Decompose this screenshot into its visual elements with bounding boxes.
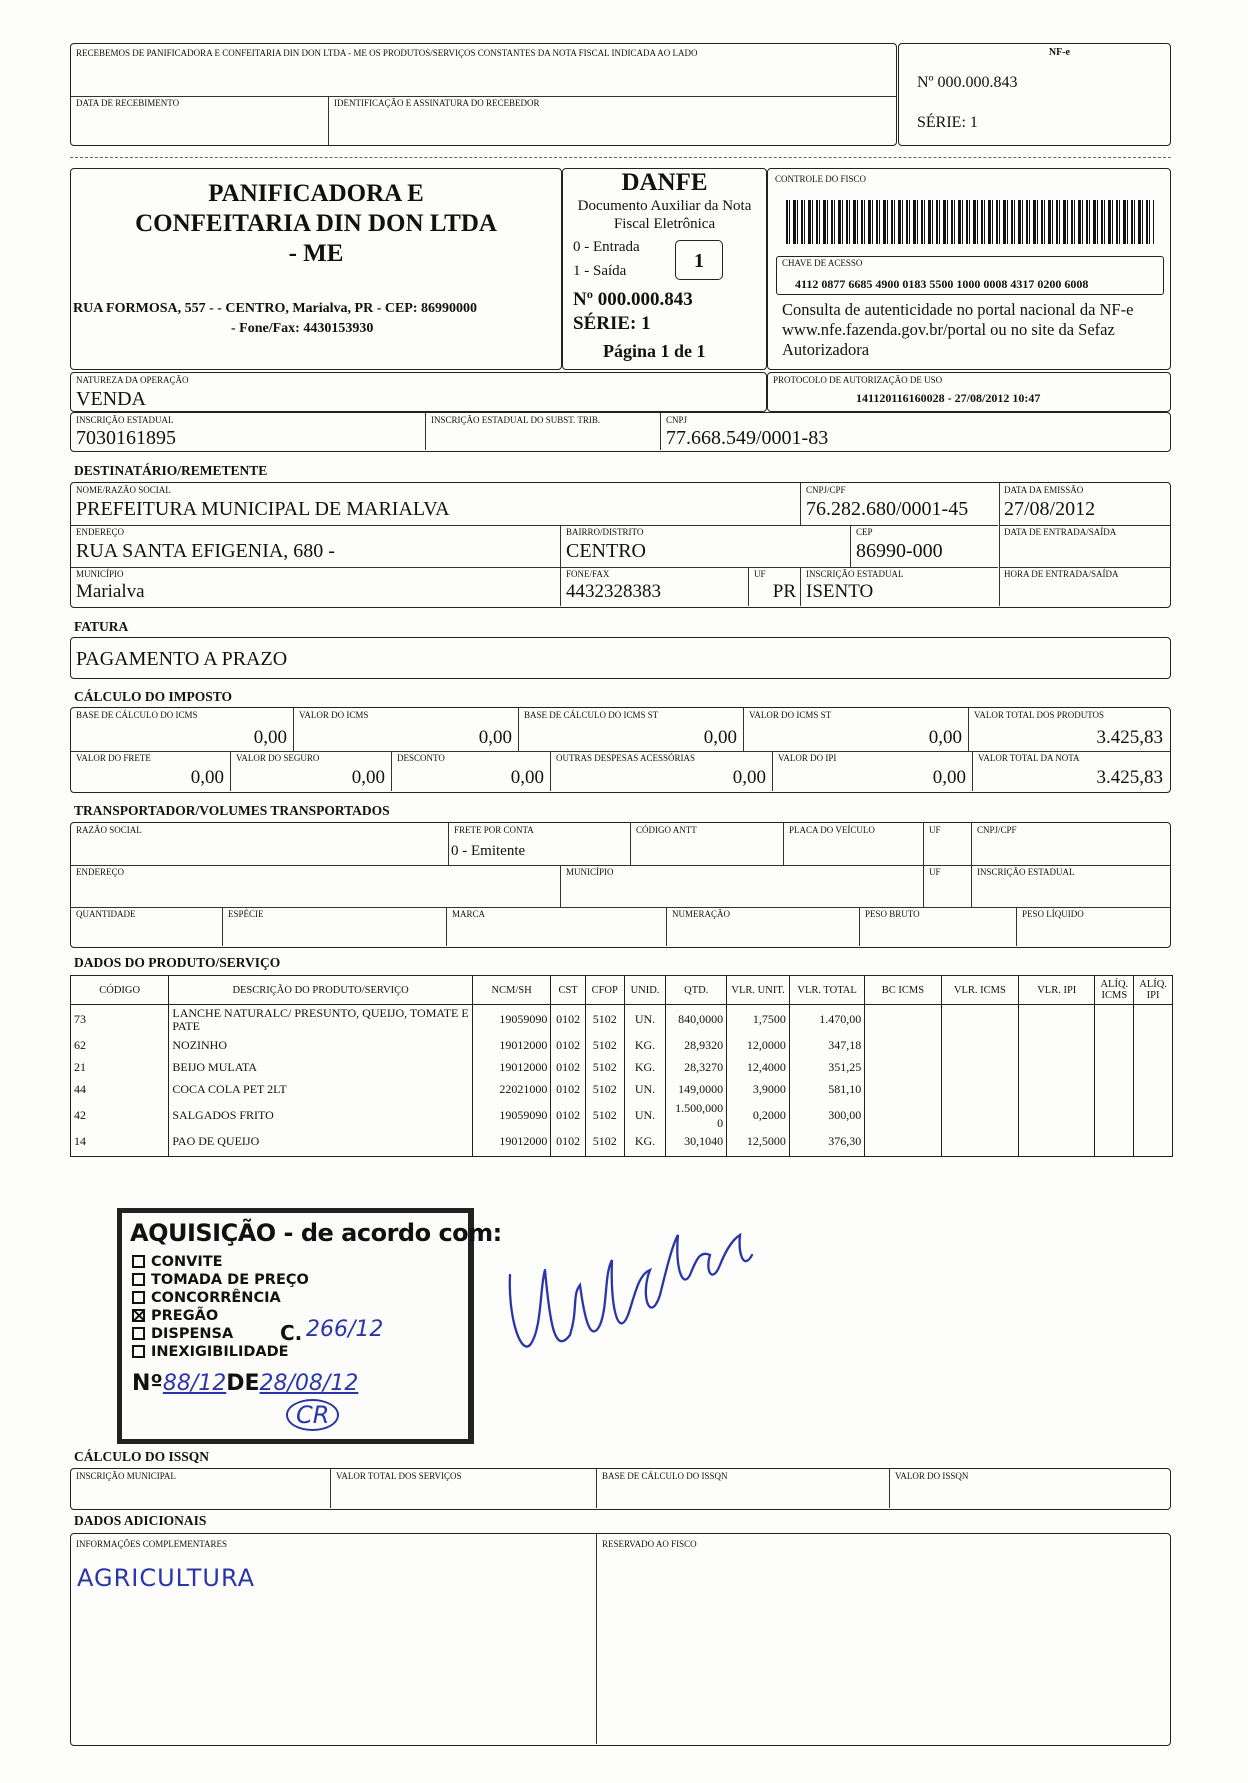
destinatario-municipio: Marialva [76, 581, 145, 602]
danfe-serie: SÉRIE: 1 [573, 313, 651, 334]
hora-entrada-saida-field[interactable]: HORA DE ENTRADA/SAÍDA [1004, 569, 1119, 579]
table-cell [941, 1057, 1018, 1079]
table-cell: SALGADOS FRITO [169, 1101, 472, 1131]
imposto-row1-cell [744, 708, 969, 751]
table-cell: 19059090 [472, 1005, 550, 1035]
table-cell: 12,4000 [727, 1057, 790, 1079]
table-cell: 0102 [551, 1079, 586, 1101]
imposto-row2-label: OUTRAS DESPESAS ACESSÓRIAS [556, 753, 696, 763]
destinatario-ie: ISENTO [806, 581, 874, 602]
transportador-section: TRANSPORTADOR/VOLUMES TRANSPORTADOS [74, 803, 390, 818]
imposto-section: CÁLCULO DO IMPOSTO [74, 689, 233, 704]
table-cell: 19012000 [472, 1057, 550, 1079]
inscricoes-box: INSCRIÇÃO ESTADUAL 7030161895 INSCRIÇÃO ESTADUAL DO SUBST. TRIB. CNPJ 77.668.549/0001-83 [70, 412, 1171, 452]
table-cell: 42 [71, 1101, 169, 1131]
imposto-row2-cell [392, 751, 551, 791]
option-dispensa: DISPENSA [132, 1325, 309, 1343]
table-cell: 19012000 [472, 1035, 550, 1057]
table-cell: 3,9000 [727, 1079, 790, 1101]
table-cell: UN. [624, 1005, 666, 1035]
imposto-row1-label: BASE DE CÁLCULO DO ICMS [76, 710, 198, 720]
table-cell [1019, 1131, 1095, 1153]
table-cell: UN. [624, 1101, 666, 1131]
table-cell: PAO DE QUEIJO [169, 1131, 472, 1153]
stub-nfe-label: NF-e [1048, 47, 1070, 58]
table-cell [865, 1131, 941, 1153]
danfe-entrada: 0 - Entrada [573, 239, 640, 255]
natureza-value: VENDA [76, 388, 146, 410]
checkbox-convite [132, 1255, 145, 1268]
table-cell [1095, 1079, 1134, 1101]
danfe-subtitle: Documento Auxiliar da Nota Fiscal Eletrônica [577, 198, 752, 232]
emitente-name: PANIFICADORA E CONFEITARIA DIN DON LTDA - ME [135, 180, 497, 267]
table-cell: 149,0000 [666, 1079, 727, 1101]
table-cell: 0,2000 [727, 1101, 790, 1131]
imposto-row2-cell [773, 751, 973, 791]
table-cell: 12,0000 [727, 1035, 790, 1057]
destinatario-endereco: RUA SANTA EFIGENIA, 680 - [76, 540, 335, 562]
table-cell: LANCHE NATURALC/ PRESUNTO, QUEIJO, TOMATE E PATE [169, 1005, 472, 1035]
protocolo-box: PROTOCOLO DE AUTORIZAÇÃO DE USO 141120116160028 - 27/08/2012 10:47 [767, 372, 1171, 412]
table-cell: KG. [624, 1057, 666, 1079]
table-cell [1019, 1057, 1095, 1079]
column-header: ALÍQ. ICMS [1095, 976, 1134, 1005]
adicionais-section: DADOS ADICIONAIS [74, 1513, 207, 1528]
table-cell: 22021000 [472, 1079, 550, 1101]
option-inexigibilidade: INEXIGIBILIDADE [132, 1343, 309, 1361]
table-row [71, 1131, 1173, 1153]
checkbox-tomada [132, 1273, 145, 1286]
table-cell: 0102 [551, 1131, 586, 1153]
stamp-c-value: 266/12 [306, 1317, 384, 1342]
table-cell [1095, 1035, 1134, 1057]
table-cell: 21 [71, 1057, 169, 1079]
transportador-box: RAZÃO SOCIAL FRETE POR CONTA 0 - Emitente CÓDIGO ANTT PLACA DO VEÍCULO UF CNPJ/CPF ENDEREÇO MUNICÍPIO UF INSCRIÇÃO ESTADUAL QUANTIDADE ESPÉCIE MARCA NUMERAÇÃO PESO BRUTO PESO LÍQUIDO [70, 822, 1171, 948]
table-cell [865, 1057, 941, 1079]
table-row [71, 1035, 1173, 1057]
table-row [71, 1005, 1173, 1035]
table-cell [1134, 1057, 1173, 1079]
adicionais-box: INFORMAÇÕES COMPLEMENTARES AGRICULTURA RESERVADO AO FISCO [70, 1533, 1171, 1746]
table-cell [941, 1101, 1018, 1131]
imposto-row1-label: VALOR DO ICMS ST [749, 710, 832, 720]
column-header: BC ICMS [865, 976, 941, 1005]
imposto-row2-label: VALOR DO IPI [778, 753, 837, 763]
table-cell: 581,10 [789, 1079, 864, 1101]
table-cell: UN. [624, 1079, 666, 1101]
emitente-box [70, 168, 562, 370]
stub-numero: Nº 000.000.843 [917, 74, 1018, 91]
cnpj-emitente: 77.668.549/0001-83 [666, 427, 829, 449]
fatura-texto: PAGAMENTO A PRAZO [76, 648, 288, 670]
table-cell: 0102 [551, 1057, 586, 1079]
receipt-stub-text: RECEBEMOS DE PANIFICADORA E CONFEITARIA DIN DON LTDA - ME OS PRODUTOS/SERVIÇOS CONSTANTES DA NOTA FISCAL INDICADA AO LADO [76, 48, 698, 58]
chave-acesso-box: CHAVE DE ACESSO 4112 0877 6685 4900 0183 5500 1000 0008 4317 0200 6008 [776, 256, 1164, 295]
table-cell: 1.500,000 0 [666, 1101, 727, 1131]
imposto-row2-label: DESCONTO [397, 753, 445, 763]
table-cell: 300,00 [789, 1101, 864, 1131]
table-cell [865, 1005, 941, 1035]
danfe-box [562, 168, 767, 370]
stub-serie: SÉRIE: 1 [917, 114, 978, 131]
protocolo-value: 141120116160028 - 27/08/2012 10:47 [856, 391, 1041, 405]
table-cell [865, 1035, 941, 1057]
signature [500, 1215, 770, 1375]
checkbox-pregao-checked [132, 1309, 145, 1322]
stamp-c-label: C. [280, 1321, 303, 1345]
option-pregao: PREGÃO [132, 1307, 309, 1325]
column-header: NCM/SH [472, 976, 550, 1005]
imposto-box [70, 707, 1171, 793]
column-header: ALÍQ. IPI [1134, 976, 1173, 1005]
fatura-box [70, 637, 1171, 679]
imposto-row2-cell [71, 751, 231, 791]
table-cell: 14 [71, 1131, 169, 1153]
column-header: CST [551, 976, 586, 1005]
barcode [786, 200, 1154, 244]
stamp-data: 28/08/12 [259, 1371, 359, 1396]
table-cell: 840,0000 [666, 1005, 727, 1035]
destinatario-uf: PR [772, 581, 796, 602]
table-cell: KG. [624, 1131, 666, 1153]
produtos-section: DADOS DO PRODUTO/SERVIÇO [74, 955, 281, 970]
table-cell: 30,1040 [666, 1131, 727, 1153]
table-cell [1019, 1035, 1095, 1057]
checkbox-dispensa [132, 1327, 145, 1340]
column-header: CÓDIGO [71, 976, 169, 1005]
table-cell: KG. [624, 1035, 666, 1057]
table-cell: 28,9320 [666, 1035, 727, 1057]
imposto-row1-value: 0,00 [928, 727, 962, 748]
acquisition-stamp [117, 1208, 502, 1444]
data-entrada-saida-field[interactable]: DATA DE ENTRADA/SAÍDA [1004, 527, 1117, 537]
issqn-box: INSCRIÇÃO MUNICIPAL VALOR TOTAL DOS SERVIÇOS BASE DE CÁLCULO DO ISSQN VALOR DO ISSQN [70, 1468, 1171, 1510]
destinatario-section: DESTINATÁRIO/REMETENTE [74, 463, 268, 478]
imposto-row1-label: BASE DE CÁLCULO DO ICMS ST [524, 710, 659, 720]
table-cell: COCA COLA PET 2LT [169, 1079, 472, 1101]
table-cell: 5102 [585, 1005, 624, 1035]
table-cell: 351,25 [789, 1057, 864, 1079]
table-cell: 0102 [551, 1035, 586, 1057]
imposto-row2-value: 0,00 [932, 767, 966, 788]
table-cell: 5102 [585, 1131, 624, 1153]
danfe-saida: 1 - Saída [573, 263, 627, 279]
imposto-row2-value: 0,00 [351, 767, 385, 788]
imposto-row1-cell [294, 708, 519, 751]
table-cell: 44 [71, 1079, 169, 1101]
frete-por-conta: 0 - Emitente [451, 843, 526, 859]
table-cell: 0102 [551, 1101, 586, 1131]
table-cell: 376,30 [789, 1131, 864, 1153]
emitente-phone: - Fone/Fax: 4430153930 [231, 321, 374, 336]
table-cell: 62 [71, 1035, 169, 1057]
fatura-section: FATURA [74, 619, 129, 634]
table-cell: 5102 [585, 1079, 624, 1101]
stub-nfe-number-box [898, 43, 1171, 146]
table-cell [1095, 1131, 1134, 1153]
table-cell: 19059090 [472, 1101, 550, 1131]
imposto-row1-cell [969, 708, 1169, 751]
data-recebimento-field[interactable]: DATA DE RECEBIMENTO [71, 96, 329, 145]
natureza-box: NATUREZA DA OPERAÇÃO VENDA [70, 372, 767, 412]
column-header: VLR. UNIT. [727, 976, 790, 1005]
imposto-row1-cell [519, 708, 744, 751]
issqn-section: CÁLCULO DO ISSQN [74, 1449, 210, 1464]
destinatario-nome: PREFEITURA MUNICIPAL DE MARIALVA [76, 498, 450, 520]
destinatario-fone: 4432328383 [566, 581, 661, 602]
stamp-numero: 88/12 [162, 1371, 227, 1396]
table-cell [1134, 1101, 1173, 1131]
imposto-row1-label: VALOR DO ICMS [299, 710, 369, 720]
identificacao-recebedor-field[interactable]: IDENTIFICAÇÃO E ASSINATURA DO RECEBEDOR [334, 98, 540, 108]
products-table [70, 975, 1173, 1157]
table-cell: 1.470,00 [789, 1005, 864, 1035]
column-header: UNID. [624, 976, 666, 1005]
table-cell [941, 1131, 1018, 1153]
imposto-row2-value: 0,00 [190, 767, 224, 788]
table-row [71, 1079, 1173, 1101]
stub-cut-line [70, 157, 1171, 158]
stamp-title: AQUISIÇÃO - de acordo com: [130, 1219, 502, 1247]
checkbox-concorrencia [132, 1291, 145, 1304]
imposto-row2-label: VALOR DO FRETE [76, 753, 151, 763]
table-cell [941, 1005, 1018, 1035]
ie-emitente: 7030161895 [76, 427, 176, 449]
option-concorrencia: CONCORRÊNCIA [132, 1289, 309, 1307]
table-cell [1019, 1079, 1095, 1101]
imposto-row1-cell [71, 708, 294, 751]
table-cell: 28,3270 [666, 1057, 727, 1079]
destinatario-cnpj: 76.282.680/0001-45 [806, 498, 969, 520]
controle-fisco-box: CONTROLE DO FISCO [767, 168, 1171, 370]
stamp-rubrica: CR [286, 1399, 339, 1431]
receipt-stub [70, 43, 897, 146]
destinatario-bairro: CENTRO [566, 540, 646, 562]
table-cell [1134, 1079, 1173, 1101]
informacoes-complementares: AGRICULTURA [77, 1564, 256, 1592]
imposto-row2-cell [551, 751, 773, 791]
table-row [71, 1101, 1173, 1131]
table-cell [941, 1079, 1018, 1101]
danfe-numero: Nº 000.000.843 [573, 289, 693, 310]
table-cell: 347,18 [789, 1035, 864, 1057]
column-header: QTD. [666, 976, 727, 1005]
column-header: VLR. TOTAL [789, 976, 864, 1005]
destinatario-box: NOME/RAZÃO SOCIAL PREFEITURA MUNICIPAL DE MARIALVA CNPJ/CPF 76.282.680/0001-45 DATA DA EMISSÃO 27/08/2012 ENDEREÇO RUA SANTA EFIGENIA, 680 - BAIRRO/DISTRITO CENTRO CEP 86990-000 DATA DE ENTRADA/SAÍDA MUNICÍPIO Marialva FONE/FAX 4432328383 UF PR INSCRIÇÃO ESTADUAL ISENTO HORA DE ENTRADA/SAÍDA [70, 482, 1171, 608]
stamp-numero-line: Nº88/12DE28/08/12 [132, 1371, 359, 1396]
imposto-row2-cell [973, 751, 1169, 791]
table-cell: 5102 [585, 1101, 624, 1131]
imposto-row1-value: 0,00 [703, 727, 737, 748]
table-cell [865, 1079, 941, 1101]
option-tomada-de-preco: TOMADA DE PREÇO [132, 1271, 309, 1289]
checkbox-inexigibilidade [132, 1345, 145, 1358]
danfe-title: DANFE [621, 169, 708, 196]
table-cell: BEIJO MULATA [169, 1057, 472, 1079]
table-cell [941, 1035, 1018, 1057]
table-cell: 5102 [585, 1035, 624, 1057]
column-header: VLR. IPI [1019, 976, 1095, 1005]
chave-acesso: 4112 0877 6685 4900 0183 5500 1000 0008 4317 0200 6008 [795, 277, 1089, 291]
table-cell: 0102 [551, 1005, 586, 1035]
table-cell [1019, 1005, 1095, 1035]
imposto-row2-value: 0,00 [732, 767, 766, 788]
imposto-row1-label: VALOR TOTAL DOS PRODUTOS [974, 710, 1105, 720]
imposto-row2-label: VALOR DO SEGURO [236, 753, 320, 763]
destinatario-cep: 86990-000 [856, 540, 943, 562]
column-header: DESCRIÇÃO DO PRODUTO/SERVIÇO [169, 976, 472, 1005]
table-cell [1095, 1057, 1134, 1079]
table-cell: 5102 [585, 1057, 624, 1079]
table-cell [1134, 1035, 1173, 1057]
table-cell: 73 [71, 1005, 169, 1035]
column-header: VLR. ICMS [941, 976, 1018, 1005]
table-cell: 12,5000 [727, 1131, 790, 1153]
table-row [71, 1057, 1173, 1079]
emitente-address: RUA FORMOSA, 557 - - CENTRO, Marialva, PR - CEP: 86990000 [73, 301, 478, 316]
data-emissao: 27/08/2012 [1004, 498, 1096, 520]
imposto-row2-label: VALOR TOTAL DA NOTA [978, 753, 1080, 763]
table-cell [1134, 1005, 1173, 1035]
table-cell: 19012000 [472, 1131, 550, 1153]
imposto-row2-cell [231, 751, 392, 791]
table-cell [1134, 1131, 1173, 1153]
imposto-row1-value: 3.425,83 [1096, 727, 1163, 748]
table-cell [1019, 1101, 1095, 1131]
danfe-pagina: Página 1 de 1 [603, 341, 706, 361]
consulta-text: Consulta de autenticidade no portal nacional da NF-e www.nfe.fazenda.gov.br/portal ou no site da Sefaz Autorizadora [782, 300, 1134, 359]
table-cell [1095, 1101, 1134, 1131]
imposto-row1-value: 0,00 [253, 727, 287, 748]
table-cell: NOZINHO [169, 1035, 472, 1057]
option-convite: CONVITE [132, 1253, 309, 1271]
imposto-row2-value: 0,00 [510, 767, 544, 788]
column-header: CFOP [585, 976, 624, 1005]
imposto-row1-value: 0,00 [478, 727, 512, 748]
imposto-row2-value: 3.425,83 [1096, 767, 1163, 788]
table-cell [1095, 1005, 1134, 1035]
table-cell: 1,7500 [727, 1005, 790, 1035]
table-cell [865, 1101, 941, 1131]
danfe-tipo-box: 1 [675, 240, 723, 280]
